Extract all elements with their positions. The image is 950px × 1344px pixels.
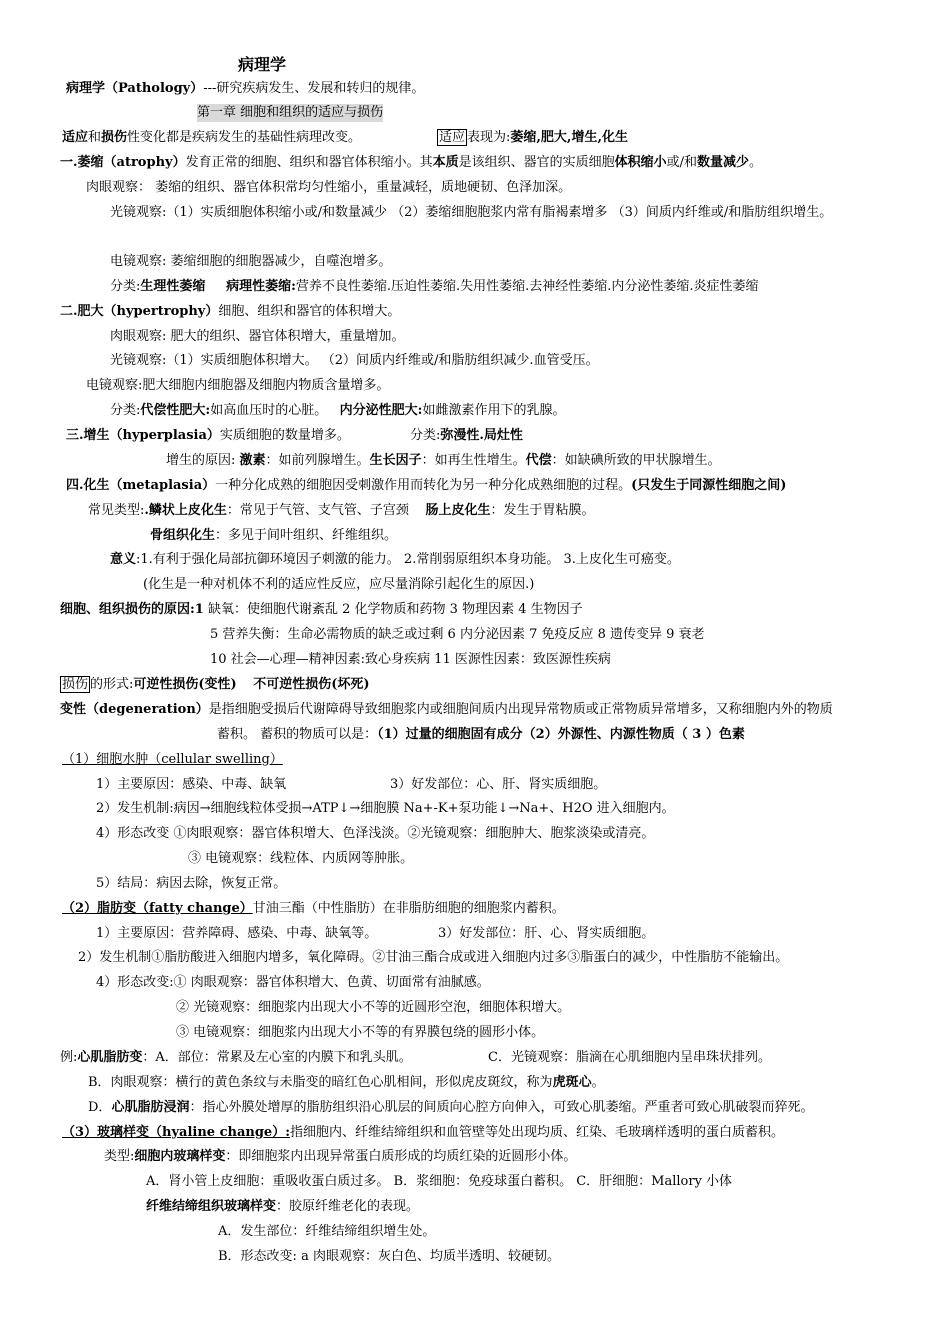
swelling-outcome: 5）结局：病因去除，恢复正常。 bbox=[96, 876, 287, 891]
cause-compensation-ex: ：如缺碘所致的甲状腺增生。 bbox=[551, 453, 721, 468]
adapt-forms: 萎缩,肥大,增生,化生 bbox=[510, 130, 628, 145]
injury-forms-label: 的形式: bbox=[90, 677, 134, 692]
atrophy-t5: 或/和 bbox=[666, 155, 698, 170]
fatty-heading-line bbox=[62, 900, 565, 918]
tigroid-heart: 虎斑心 bbox=[552, 1075, 592, 1090]
hyaline-types-label: 类型: bbox=[104, 1149, 135, 1164]
cause-hormone-ex: ：如前列腺增生。 bbox=[265, 453, 370, 468]
squamous-ex: ：常见于气管、支气管、子宫颈 bbox=[226, 503, 409, 518]
fatty-lm: ② 光镜观察：细胞浆内出现大小不等的近圆形空泡，细胞体积增大。 bbox=[176, 1000, 571, 1015]
fatty-def: 甘油三酯（中性脂肪）在非脂肪细胞的细胞浆内蓄积。 bbox=[252, 901, 565, 916]
bone-ex: ：多见于间叶组织、纤维组织。 bbox=[215, 528, 398, 543]
hyper-em: 电镜观察:肥大细胞内细胞器及细胞内物质含量增多。 bbox=[86, 378, 390, 393]
meta-note-inline: (只发生于同源性细胞之间) bbox=[631, 478, 787, 493]
hyper-class-line bbox=[110, 402, 565, 420]
fatty-infiltration-def: ：指心外膜处增厚的脂肪组织沿心肌层的间质向心腔方向伸入，可致心肌萎缩。严重者可致心肌破裂而猝死。 bbox=[189, 1100, 814, 1115]
hyper-heading-line bbox=[60, 303, 400, 321]
atrophy-t4: 体积缩小 bbox=[614, 155, 667, 170]
adapt-box: 适应 bbox=[439, 130, 466, 145]
hyaline-types bbox=[104, 1148, 576, 1166]
injury-causes-label: 细胞、组织损伤的原因:1 bbox=[60, 602, 204, 617]
injury-forms bbox=[60, 676, 370, 694]
degen-def: 是指细胞受损后代谢障碍导致细胞浆内或细胞间质内出现异常物质或正常物质异常增多，又称细胞内外的物质 bbox=[208, 702, 833, 717]
fatty-morph: 4）形态改变:① 肉眼观察：器官体积增大、色黄、切面常有油腻感。 bbox=[96, 975, 490, 990]
heart-fatty-C: C．光镜观察：脂滴在心肌细胞内呈串珠状排列。 bbox=[488, 1050, 771, 1065]
meta-def: 一种分化成熟的细胞因受刺激作用而转化为另一种分化成熟细胞的过程。 bbox=[215, 478, 632, 493]
cause-hormone: 激素 bbox=[239, 453, 266, 468]
heart-fatty-D-label: D． bbox=[88, 1100, 112, 1115]
swelling-cause: 1）主要原因：感染、中毒、缺氧 bbox=[96, 777, 287, 792]
adapt-line bbox=[62, 129, 361, 147]
intestinal-meta: 肠上皮化生 bbox=[425, 503, 491, 518]
physio-atrophy: 生理性萎缩 bbox=[140, 279, 206, 294]
chapter-heading: 第一章 细胞和组织的适应与损伤 bbox=[197, 105, 384, 120]
fatty-cause: 1）主要原因：营养障碍、感染、中毒、缺氧等。 bbox=[96, 926, 378, 941]
hyaline-def: 指细胞内、纤维结缔组织和血管壁等处出现均质、红染、毛玻璃样透明的蛋白质蓄积。 bbox=[290, 1125, 785, 1140]
atrophy-t7: 。 bbox=[749, 155, 763, 170]
intestinal-ex: ：发生于胃粘膜。 bbox=[490, 503, 595, 518]
meta-heading: 四.化生（metaplasia） bbox=[66, 478, 216, 493]
adapt-text: 性变化都是疾病发生的基础性病理改变。 bbox=[127, 130, 362, 145]
hyperplasia-class-label: 分类: bbox=[410, 428, 441, 443]
meta-bone bbox=[150, 527, 397, 545]
cause-growth: 生长因子 bbox=[369, 453, 422, 468]
swelling-em: ③ 电镜观察：线粒体、内质网等肿胀。 bbox=[188, 851, 414, 866]
swelling-heading: （1）细胞水肿（cellular swelling） bbox=[62, 752, 283, 767]
fatty-heading: （2）脂肪变（fatty change） bbox=[62, 901, 253, 916]
intracellular-hyaline: 细胞内玻璃样变 bbox=[134, 1149, 226, 1164]
fatty-site: 3）好发部位：肝、心、肾实质细胞。 bbox=[438, 926, 655, 941]
degen-accum: 蓄积。 蓄积的物质可以是： bbox=[217, 727, 378, 742]
endocrine-hyper: 内分泌性肥大: bbox=[339, 403, 423, 418]
compensatory-example: 如高血压时的心脏。 bbox=[210, 403, 328, 418]
fibrous-hyaline-term: 纤维结缔组织玻璃样变 bbox=[146, 1199, 277, 1214]
swelling-site: 3）好发部位：心、肝、肾实质细胞。 bbox=[390, 777, 607, 792]
heart-fatty-B-end: 。 bbox=[591, 1075, 605, 1090]
intro-term: 病理学（Pathology） bbox=[66, 81, 204, 96]
hyper-lm: 光镜观察:（1）实质细胞体积增大。 （2）间质内纤维或/和脂肪组织减少.血管受压。 bbox=[110, 353, 599, 368]
hyper-class-label: 分类: bbox=[110, 403, 141, 418]
heart-fatty-A: ：A．部位：常累及左心室的内膜下和乳头肌。 bbox=[142, 1050, 412, 1065]
hyper-heading: 二.肥大（hypertrophy） bbox=[60, 304, 219, 319]
adapt-and: 和 bbox=[88, 130, 102, 145]
example-label: 例: bbox=[60, 1050, 78, 1065]
hyperplasia-class bbox=[410, 427, 523, 445]
heart-fatty-B-text: B．肉眼观察：横行的黄色条纹与未脂变的暗红色心肌相间，形似虎皮斑纹，称为 bbox=[88, 1075, 553, 1090]
heart-fatty-term: 心肌脂肪变 bbox=[77, 1050, 143, 1065]
hyaline-abc: A．肾小管上皮细胞：重吸收蛋白质过多。 B．浆细胞：免疫球蛋白蓄积。 C．肝细胞：Mallory 小体 bbox=[146, 1174, 733, 1189]
cause-growth-ex: ：如再生性增生。 bbox=[421, 453, 526, 468]
meta-types-label: 常见类型: bbox=[88, 503, 145, 518]
atrophy-t1: 发育正常的细胞、组织和器官体积缩小。其 bbox=[185, 155, 433, 170]
intro-line bbox=[66, 80, 424, 98]
hyperplasia-causes bbox=[166, 452, 721, 470]
fatty-mechanism: 2）发生机制①脂肪酸进入细胞内增多，氧化障碍。②甘油三酯合成或进入细胞内过多③脂蛋白的减少，中性脂肪不能输出。 bbox=[78, 950, 789, 965]
fibrous-hyaline-B: B．形态改变: a 肉眼观察：灰白色、均质半透明、较硬韧。 bbox=[218, 1249, 560, 1264]
intracellular-hyaline-def: ：即细胞浆内出现异常蛋白质形成的均质红染的近圆形小体。 bbox=[225, 1149, 577, 1164]
adapt-forms-label: 表现为: bbox=[467, 130, 511, 145]
injury-causes-3: 10 社会—心理—精神因素:致心身疾病 11 医源性因素：致医源性疾病 bbox=[210, 652, 611, 667]
irreversible-injury: 不可逆性损伤(坏死) bbox=[253, 677, 370, 692]
fibrous-hyaline-A: A．发生部位：纤维结缔组织增生处。 bbox=[218, 1224, 436, 1239]
endocrine-example: 如雌激素作用下的乳腺。 bbox=[422, 403, 566, 418]
fibrous-hyaline-def: ：胶原纤维老化的表现。 bbox=[276, 1199, 420, 1214]
hyper-def: 细胞、组织和器官的体积增大。 bbox=[218, 304, 401, 319]
bone-meta: 骨组织化生 bbox=[150, 528, 216, 543]
hyper-gross: 肉眼观察: 肥大的组织、器官体积增大，重量增加。 bbox=[110, 329, 405, 344]
patho-atrophy: 病理性萎缩: bbox=[226, 279, 296, 294]
page-title: 病理学 bbox=[238, 55, 287, 74]
meta-sig-text: :1.有利于强化局部抗御环境因子刺激的能力。 2.常削弱原组织本身功能。 3.上皮化生可癌变。 bbox=[136, 552, 680, 567]
injury-causes bbox=[60, 601, 583, 619]
heart-fatty-line bbox=[60, 1049, 412, 1067]
atrophy-heading: 一.萎缩（atrophy） bbox=[60, 155, 186, 170]
degen-line-2 bbox=[217, 726, 745, 744]
injury-causes-1: 缺氧：使细胞代谢紊乱 2 化学物质和药物 3 物理因素 4 生物因子 bbox=[203, 602, 583, 617]
meta-heading-line bbox=[66, 477, 786, 495]
injury-term: 损伤 bbox=[101, 130, 128, 145]
fatty-infiltration-term: 心肌脂肪浸润 bbox=[111, 1100, 190, 1115]
reversible-injury: 可逆性损伤(变性) bbox=[133, 677, 237, 692]
hyperplasia-heading: 三.增生（hyperplasia） bbox=[66, 428, 220, 443]
intro-text: ---研究疾病发生、发展和转归的规律。 bbox=[203, 81, 425, 96]
atrophy-t3: 是该组织、器官的实质细胞 bbox=[458, 155, 615, 170]
meta-note: (化生是一种对机体不利的适应性反应，应尽量消除引起化生的原因.) bbox=[143, 577, 535, 592]
patho-atrophy-types: 营养不良性萎缩.压迫性萎缩.失用性萎缩.去神经性萎缩.内分泌性萎缩.炎症性萎缩 bbox=[295, 279, 759, 294]
heart-fatty-B bbox=[88, 1074, 605, 1092]
degen-term: 变性（degeneration） bbox=[60, 702, 209, 717]
cause-compensation: 代偿 bbox=[525, 453, 552, 468]
hyperplasia-types: 弥漫性.局灶性 bbox=[440, 428, 523, 443]
atrophy-class-label: 分类: bbox=[110, 279, 141, 294]
hyaline-heading-line bbox=[62, 1124, 784, 1142]
atrophy-gross: 肉眼观察： 萎缩的组织、器官体积常均匀性缩小，重量减轻，质地硬韧、色泽加深。 bbox=[86, 180, 572, 195]
heart-fatty-D bbox=[88, 1099, 813, 1117]
injury-box: 损伤 bbox=[62, 677, 89, 692]
swelling-morph: 4）形态改变 ①肉眼观察：器官体积增大、色泽浅淡。②光镜观察：细胞肿大、胞浆淡染或清亮。 bbox=[96, 826, 655, 841]
adapt-forms-line bbox=[437, 129, 628, 147]
meta-significance bbox=[110, 551, 680, 569]
fibrous-hyaline bbox=[146, 1198, 419, 1216]
squamous-meta: .鳞状上皮化生 bbox=[144, 503, 227, 518]
hyperplasia-line bbox=[66, 427, 350, 445]
injury-causes-2: 5 营养失衡：生命必需物质的缺乏或过剩 6 内分泌因素 7 免疫反应 8 遗传变异 9 衰老 bbox=[210, 627, 705, 642]
atrophy-t6: 数量减少 bbox=[697, 155, 750, 170]
degen-line bbox=[60, 701, 833, 719]
atrophy-heading-line bbox=[60, 154, 762, 172]
swelling-mechanism: 2）发生机制:病因→细胞线粒体受损→ATP↓→细胞膜 Na+-K+泵功能↓→Na+、H2O 进入细胞内。 bbox=[96, 801, 675, 816]
hyperplasia-def: 实质细胞的数量增多。 bbox=[219, 428, 350, 443]
meta-types bbox=[88, 502, 595, 520]
meta-sig-label: 意义 bbox=[110, 552, 137, 567]
atrophy-t2: 本质 bbox=[432, 155, 459, 170]
atrophy-class-line bbox=[110, 278, 759, 296]
atrophy-lm: 光镜观察:（1）实质细胞体积缩小或/和数量减少 （2）萎缩细胞胞浆内常有脂褐素增多 （3）间质内纤维或/和脂肪组织增生。 bbox=[110, 205, 833, 220]
compensatory-hyper: 代偿性肥大: bbox=[140, 403, 211, 418]
degen-substances: （1）过量的细胞固有成分（2）外源性、内源性物质（ 3 ）色素 bbox=[377, 727, 745, 742]
atrophy-em: 电镜观察: 萎缩细胞的细胞器减少，自噬泡增多。 bbox=[110, 254, 392, 269]
fatty-em: ③ 电镜观察：细胞浆内出现大小不等的有界膜包绕的圆形小体。 bbox=[176, 1025, 545, 1040]
cause-label: 增生的原因: bbox=[166, 453, 236, 468]
adapt-term: 适应 bbox=[62, 130, 89, 145]
hyaline-heading: （3）玻璃样变（hyaline change）: bbox=[62, 1125, 291, 1140]
